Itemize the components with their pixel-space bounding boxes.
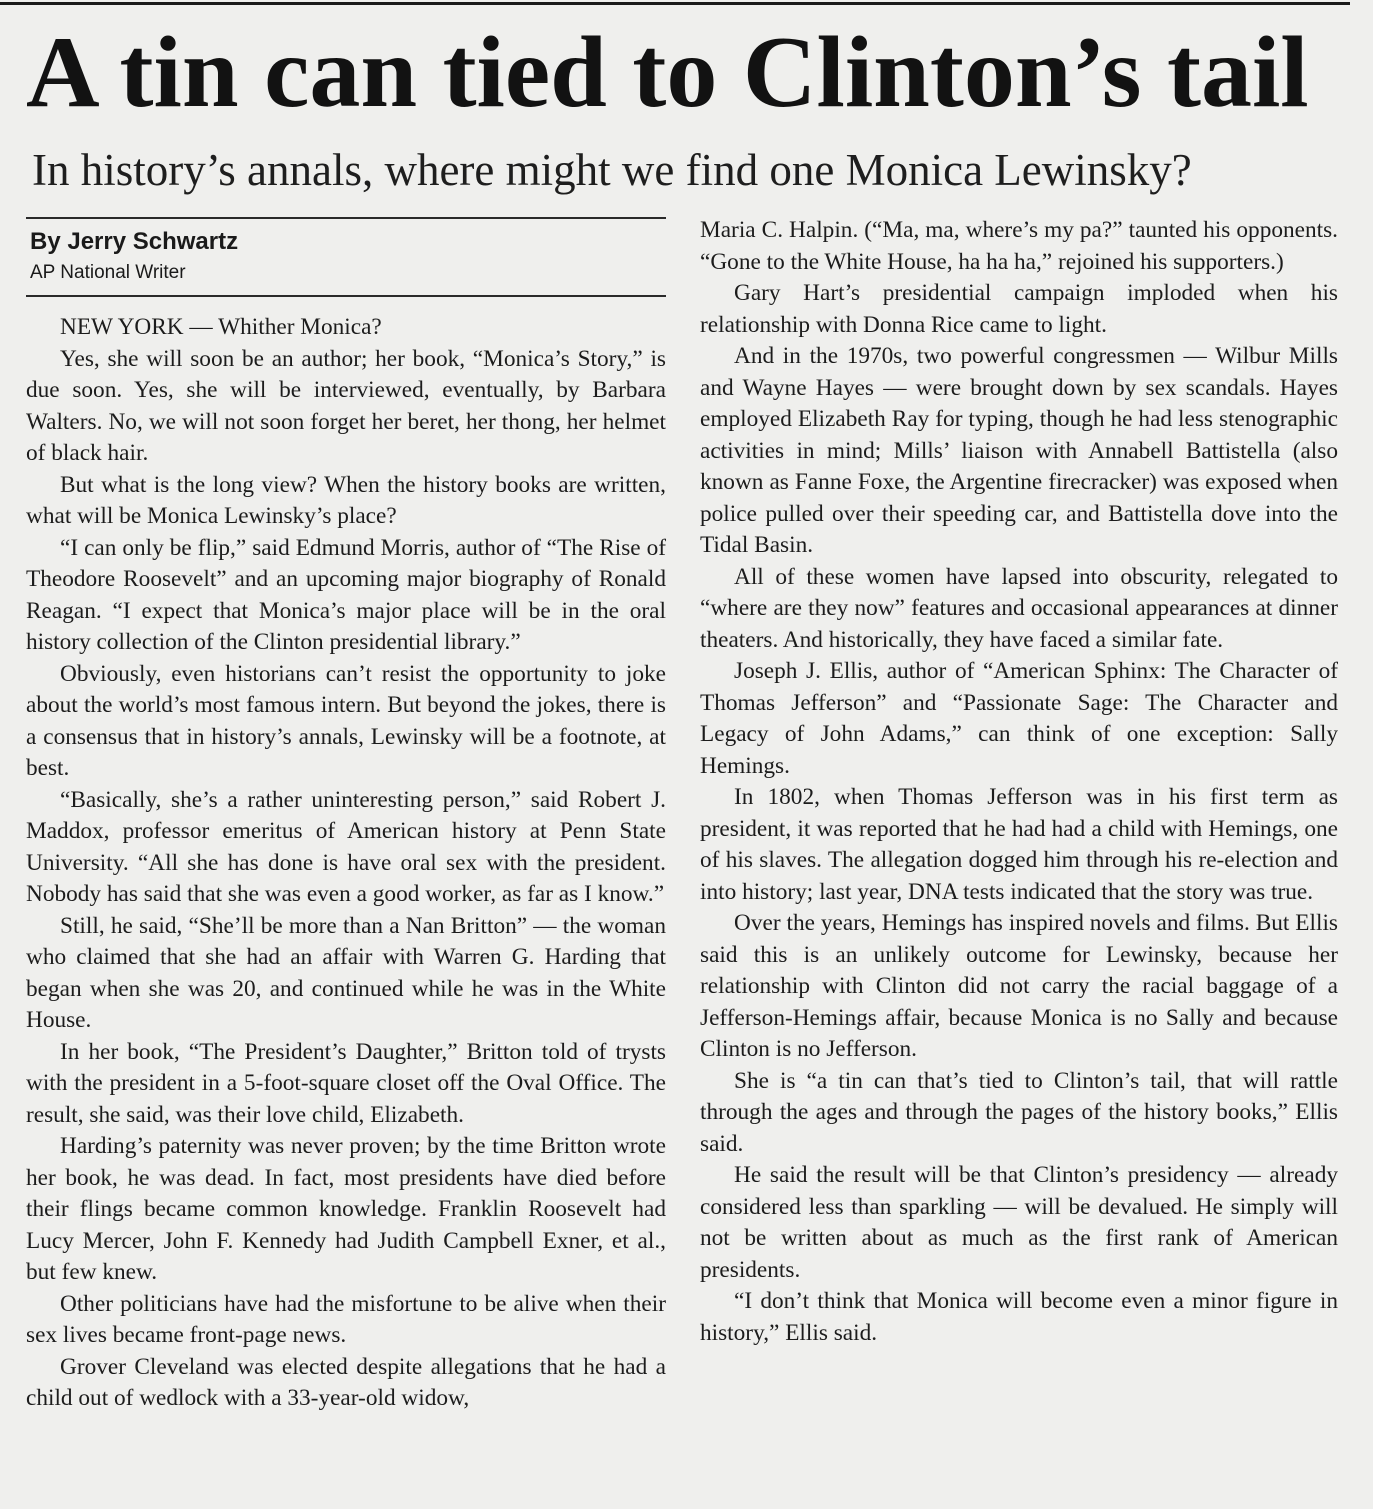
byline-bottom-rule	[26, 295, 666, 297]
article-paragraph: Yes, she will soon be an author; her book, “Monica’s Story,” is due soon. Yes, she will be interviewed, eventually, by Barbara Walters. No, we will not soon forget her beret, her thong, her helmet of black hair.	[26, 345, 666, 466]
byline-title: AP National Writer	[30, 262, 186, 283]
article-column-right	[700, 215, 1338, 1349]
byline-top-rule	[26, 217, 666, 219]
article-paragraph: NEW YORK — Whither Monica?	[60, 314, 382, 340]
article-paragraph: “I don’t think that Monica will become even a minor figure in history,” Ellis said.	[700, 1288, 1338, 1346]
article-paragraph: “Basically, she’s a rather uninteresting person,” said Robert J. Maddox, professor emeritus of American history at Penn State University. “All she has done is have oral sex with the president. Nobody has said that she was even a good worker, as far as I know.”	[26, 786, 666, 907]
article-paragraph: Joseph J. Ellis, author of “American Sphinx: The Character of Thomas Jefferson” and “Passionate Sage: The Character and Legacy of John Adams,” can think of one exception: Sally Hemings.	[700, 658, 1338, 779]
article-paragraph: But what is the long view? When the history books are written, what will be Monica Lewinsky’s place?	[26, 471, 666, 529]
article-paragraph: Gary Hart’s presidential campaign imploded when his relationship with Donna Rice came to light.	[700, 280, 1338, 338]
top-rule	[0, 2, 1350, 5]
article-paragraph: In 1802, when Thomas Jefferson was in his first term as president, it was reported that he had had a child with Hemings, one of his slaves. The allegation dogged him through his re-election and into history; last year, DNA tests indicated that the story was true.	[700, 784, 1338, 905]
article-paragraph: Over the years, Hemings has inspired novels and films. But Ellis said this is an unlikely outcome for Lewinsky, because her relationship with Clinton did not carry the racial baggage of a Jefferson-Hemings affair, because Monica is no Sally and because Clinton is no Jefferson.	[700, 910, 1338, 1062]
article-column-left	[26, 312, 666, 1415]
article-paragraph: Obviously, even historians can’t resist the opportunity to joke about the world’s most famous intern. But beyond the jokes, there is a consensus that in history’s annals, Lewinsky will be a footnote, at best.	[26, 660, 666, 781]
article-paragraph: Other politicians have had the misfortune to be alive when their sex lives became front-page news.	[26, 1290, 666, 1348]
article-paragraph: All of these women have lapsed into obscurity, relegated to “where are they now” features and occasional appearances at dinner theaters. And historically, they have faced a similar fate.	[700, 563, 1338, 653]
article-paragraph: She is “a tin can that’s tied to Clinton’s tail, that will rattle through the ages and through the pages of the history books,” Ellis said.	[700, 1067, 1338, 1157]
headline: A tin can tied to Clinton’s tail	[26, 16, 1309, 129]
article-paragraph: Grover Cleveland was elected despite allegations that he had a child out of wedlock with a 33-year-old widow,	[26, 1353, 666, 1411]
article-paragraph: He said the result will be that Clinton’s presidency — already considered less than sparkling — will be devalued. He simply will not be written about as much as the first rank of American presidents.	[700, 1162, 1338, 1283]
article-paragraph: Still, he said, “She’ll be more than a Nan Britton” — the woman who claimed that she had an affair with Warren G. Harding that began when she was 20, and continued while he was in the White House.	[26, 912, 666, 1033]
byline-author: By Jerry Schwartz	[30, 228, 239, 255]
subheadline: In history’s annals, where might we find one Monica Lewinsky?	[32, 145, 1192, 195]
article-paragraph: And in the 1970s, two powerful congressmen — Wilbur Mills and Wayne Hayes — were brought down by sex scandals. Hayes employed Elizabeth Ray for typing, though he had less stenographic activities in mind; Mills’ liaison with Annabell Battistella (also known as Fanne Foxe, the Argentine firecracker) was exposed when police pulled over their speeding car, and Battistella dove into the Tidal Basin.	[700, 343, 1338, 558]
article-paragraph: In her book, “The President’s Daughter,” Britton told of trysts with the president in a 5-foot-square closet off the Oval Office. The result, she said, was their love child, Elizabeth.	[26, 1038, 666, 1128]
article-paragraph-continued: Maria C. Halpin. (“Ma, ma, where’s my pa?” taunted his opponents. “Gone to the White House, ha ha ha,” rejoined his supporters.)	[700, 217, 1338, 275]
article-paragraph: “I can only be flip,” said Edmund Morris, author of “The Rise of Theodore Roosevelt” and an upcoming major biography of Ronald Reagan. “I expect that Monica’s major place will be in the oral history collection of the Clinton presidential library.”	[26, 534, 666, 655]
article-paragraph: Harding’s paternity was never proven; by the time Britton wrote her book, he was dead. In fact, most presidents have died before their flings became common knowledge. Franklin Roosevelt had Lucy Mercer, John F. Kennedy had Judith Campbell Exner, et al., but few knew.	[26, 1133, 666, 1285]
